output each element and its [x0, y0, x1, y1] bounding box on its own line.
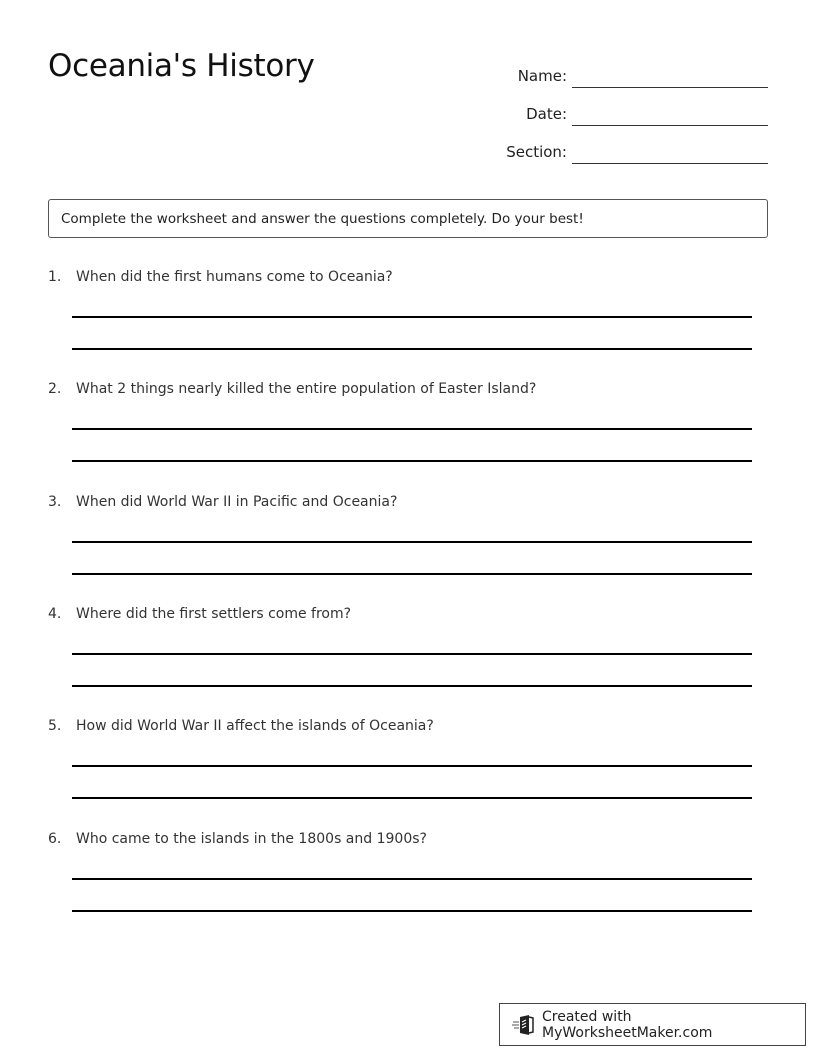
answer-line[interactable] [72, 685, 752, 687]
worksheet-logo-icon [512, 1014, 536, 1036]
answer-line[interactable] [72, 573, 752, 575]
worksheet-title: Oceania's History [48, 48, 315, 84]
question-6 [48, 829, 768, 849]
name-field-row [480, 50, 768, 88]
question-2 [48, 379, 768, 399]
section-label: Section: [506, 143, 567, 161]
name-label: Name: [517, 67, 567, 85]
question-text: When did World War II in Pacific and Oceania? [76, 494, 398, 510]
question-number: 4. [48, 606, 62, 622]
answer-line[interactable] [72, 541, 752, 543]
answer-line[interactable] [72, 316, 752, 318]
answer-line[interactable] [72, 910, 752, 912]
footer-text: Created with MyWorksheetMaker.com [542, 1008, 713, 1041]
date-label: Date: [526, 105, 567, 123]
answer-line[interactable] [72, 460, 752, 462]
date-field[interactable] [572, 100, 768, 126]
section-field[interactable] [572, 138, 768, 164]
question-3 [48, 492, 768, 512]
answer-line[interactable] [72, 348, 752, 350]
question-5 [48, 716, 768, 736]
answer-line[interactable] [72, 878, 752, 880]
name-field[interactable] [572, 62, 768, 88]
question-text: Where did the first settlers come from? [76, 606, 352, 622]
question-number: 3. [48, 494, 62, 510]
answer-line[interactable] [72, 797, 752, 799]
answer-line[interactable] [72, 765, 752, 767]
question-number: 1. [48, 269, 62, 285]
answer-line[interactable] [72, 428, 752, 430]
instructions-box: Complete the worksheet and answer the questions completely. Do your best! [48, 199, 768, 238]
answer-line[interactable] [72, 653, 752, 655]
question-text: When did the first humans come to Oceania? [76, 269, 393, 285]
question-1 [48, 267, 768, 287]
question-4 [48, 604, 768, 624]
date-field-row [480, 88, 768, 126]
student-info-fields [480, 50, 768, 164]
question-text: How did World War II affect the islands of Oceania? [76, 718, 434, 734]
question-number: 6. [48, 831, 62, 847]
footer-badge[interactable] [499, 1003, 806, 1046]
question-number: 5. [48, 718, 62, 734]
question-text: What 2 things nearly killed the entire population of Easter Island? [76, 381, 537, 397]
question-text: Who came to the islands in the 1800s and 1900s? [76, 831, 427, 847]
section-field-row [480, 126, 768, 164]
question-number: 2. [48, 381, 62, 397]
